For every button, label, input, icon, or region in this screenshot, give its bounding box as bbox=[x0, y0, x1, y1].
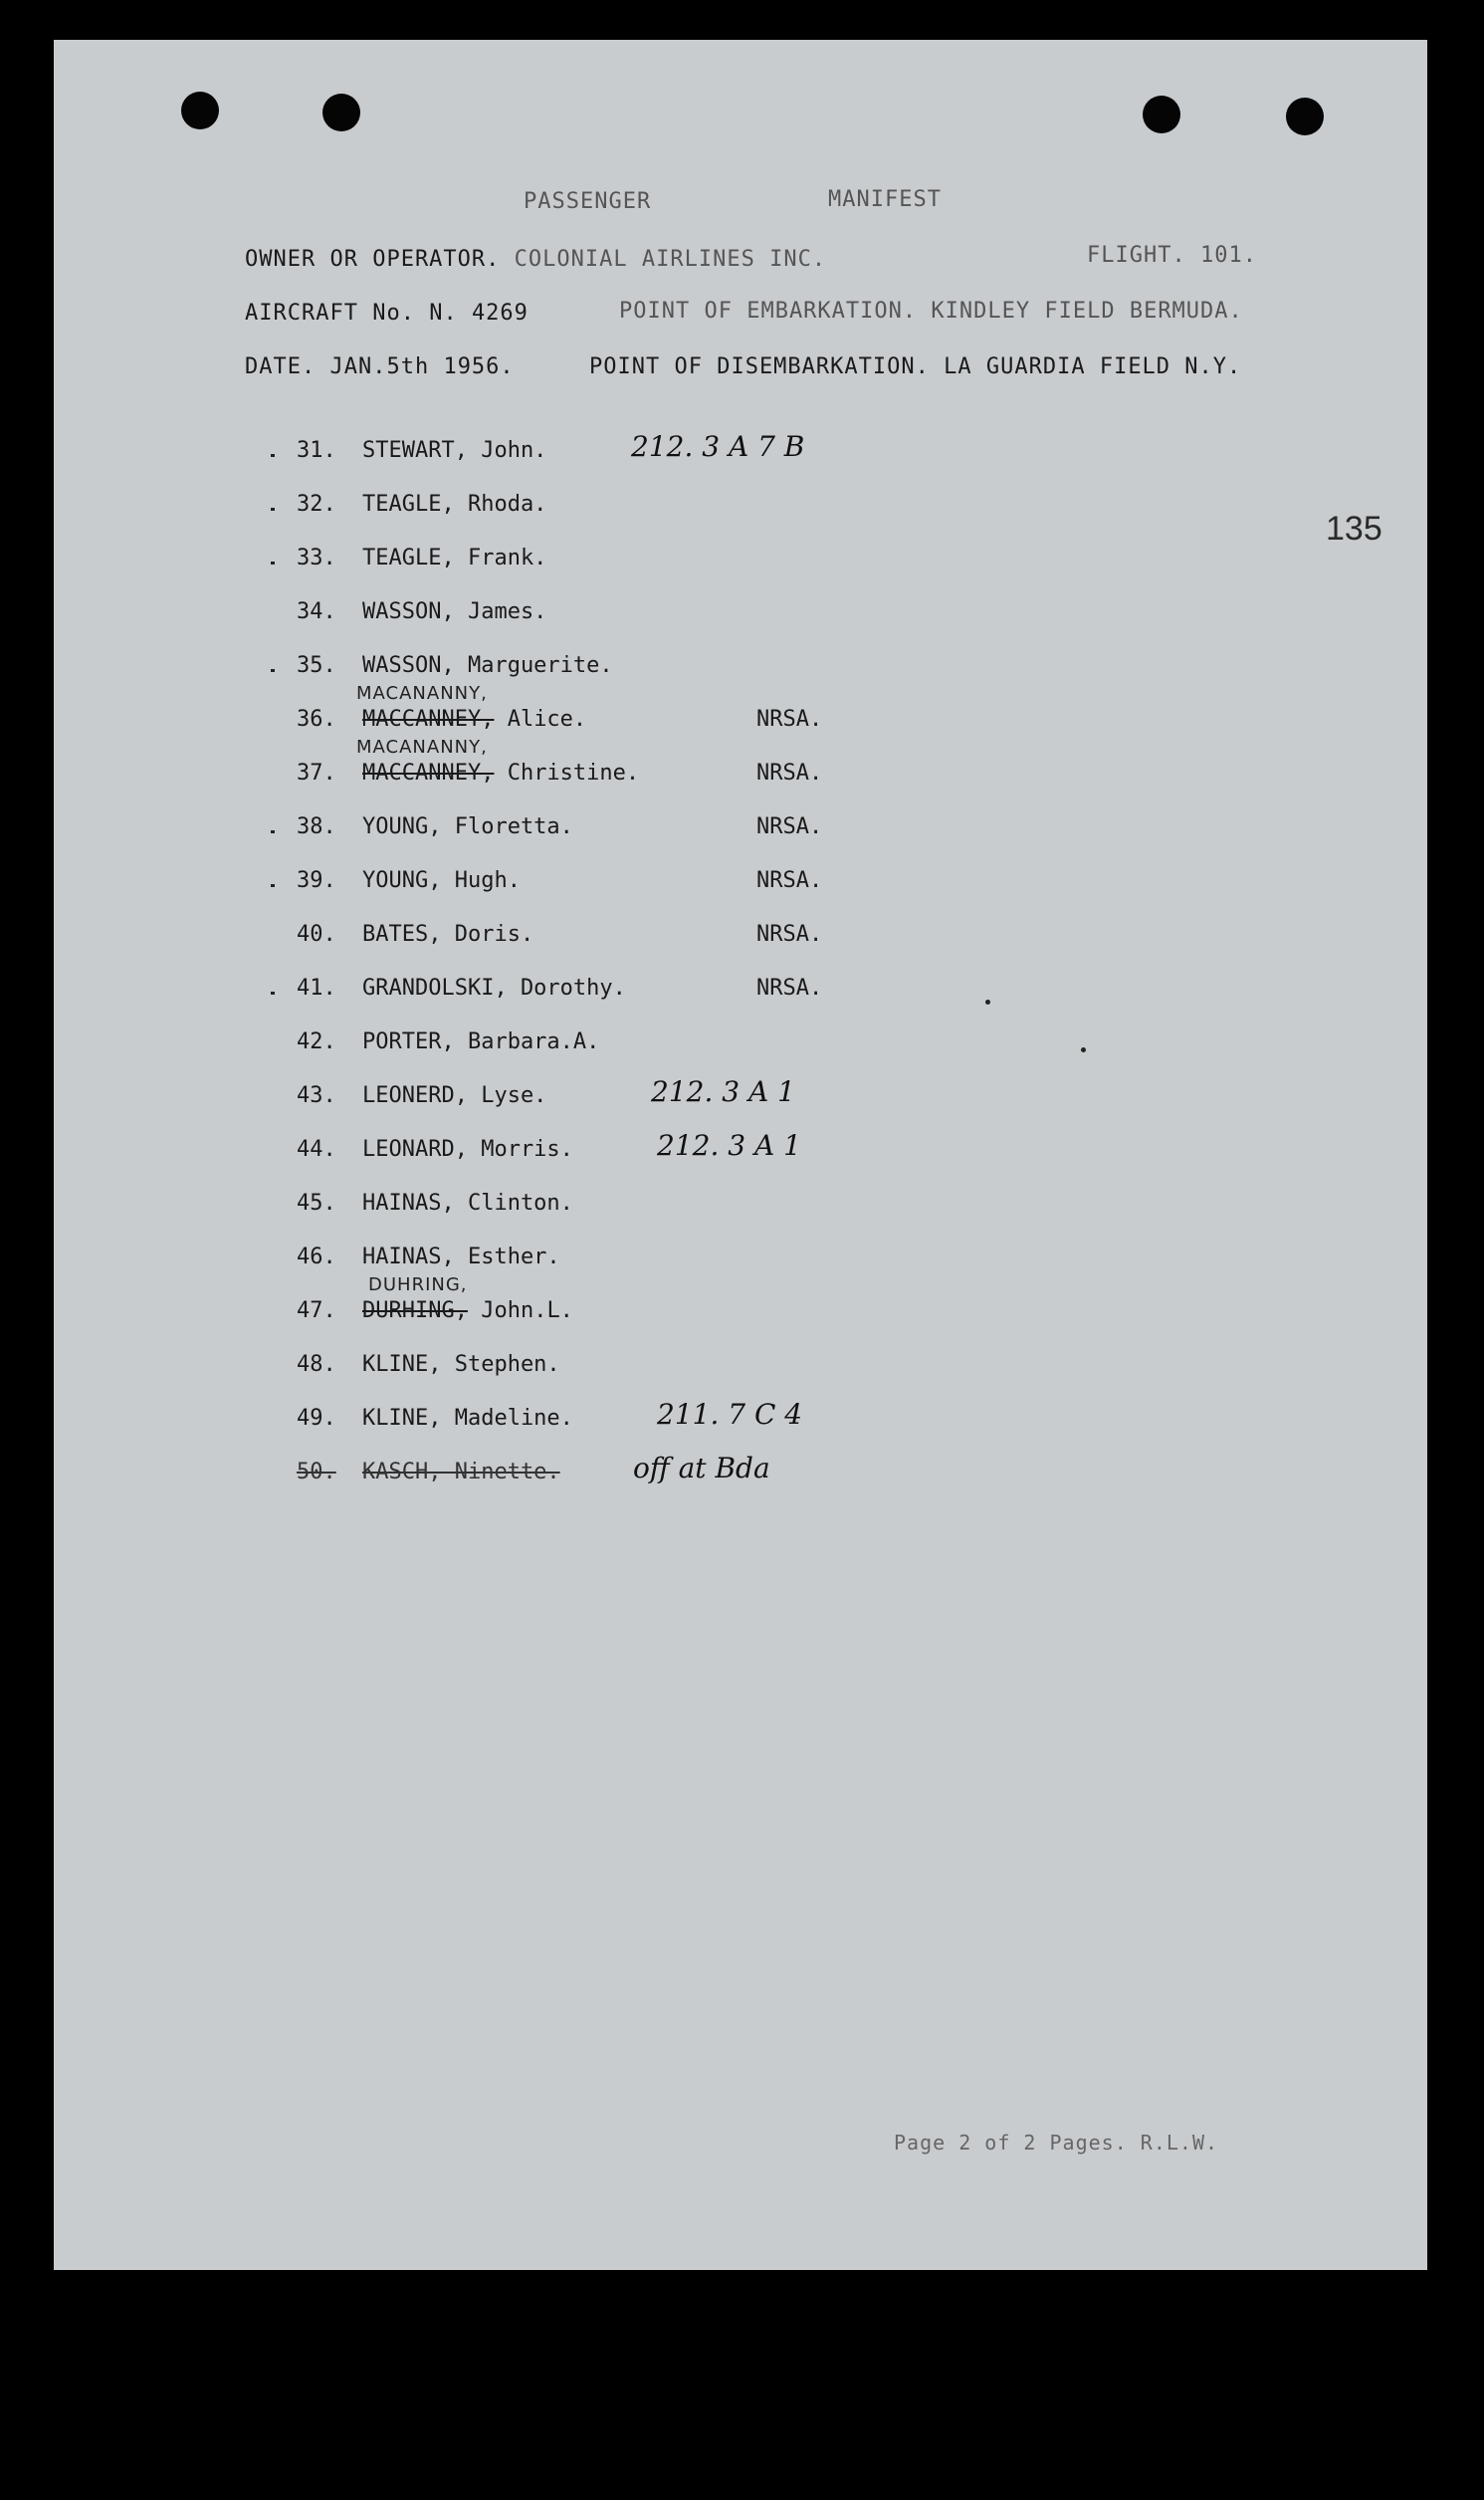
margin-tick bbox=[271, 508, 275, 511]
name-correction: MACANANNY, bbox=[356, 737, 488, 758]
margin-tick bbox=[271, 669, 275, 672]
handwritten-note: 212. 3 A 1 bbox=[657, 1129, 801, 1162]
manifest-page: PASSENGER MANIFEST OWNER OR OPERATOR. COLONIAL AIRLINES INC. FLIGHT. 101. AIRCRAFT No. N. 4269 POINT OF EMBARKATION. KINDLEY FIELD BERMUDA. DATE. JAN.5th 1956. POINT OF DISEMBARKATION. LA GUARDIA FIELD N.Y. 135 31. STEWART, John. 212. 3 A 7 B 32. TEAGLE, Rhoda. 33. TEAGLE, Frank. 34. WASSON, James. 35. WASSON, Marguerite. MACANANNY, 36. MACCANNEY, Alice. NRSA. MACANANNY, 37. MACCANNEY, Christine. NRSA. 38. YOUNG, Floretta. NRSA. 39. YOUNG, Hugh. NRSA. 40. BATES, Doris. NRSA. 41. GRANDOLSKI, Dorothy. NRSA. 42. PORTER, Barbara.A. 43. LEONERD, Lyse. 212. 3 A 1 44. LEONARD, Morris. 212. 3 A 1 45. HAINAS, Clinton. 46. HAINAS, Esther. DUHRING, 47. DURHING, John.L. 48. KLINE, Stephen. 49. KLINE, Madeline. 211. 7 C 4 50. KASCH, Ninette. off at Bda Page 2 of 2 Pages. R.L.W. bbox=[54, 40, 1427, 2270]
margin-tick bbox=[271, 992, 275, 995]
punch-hole bbox=[1286, 98, 1324, 135]
handwritten-note: 211. 7 C 4 bbox=[657, 1398, 803, 1431]
date-line bbox=[245, 354, 515, 379]
owner-line bbox=[245, 247, 826, 272]
ink-speck bbox=[1081, 1047, 1086, 1052]
date-value: JAN.5th 1956. bbox=[329, 354, 515, 379]
aircraft-label: AIRCRAFT No. bbox=[245, 301, 415, 326]
punch-hole bbox=[1143, 96, 1180, 133]
embarkation-point: POINT OF EMBARKATION. KINDLEY FIELD BERMUDA. bbox=[619, 299, 1243, 324]
handwritten-note: 212. 3 A 1 bbox=[651, 1075, 795, 1108]
aircraft-value: N. 4269 bbox=[429, 301, 529, 326]
flight-number: FLIGHT. 101. bbox=[1087, 243, 1257, 268]
margin-tick bbox=[271, 562, 275, 565]
name-correction: MACANANNY, bbox=[356, 683, 488, 704]
manifest-title-right: MANIFEST bbox=[828, 187, 942, 212]
date-label: DATE. bbox=[245, 354, 317, 379]
name-correction: DUHRING, bbox=[368, 1274, 468, 1295]
margin-tick bbox=[271, 884, 275, 887]
page-footer: Page 2 of 2 Pages. R.L.W. bbox=[894, 2131, 1219, 2155]
manifest-title-left: PASSENGER bbox=[524, 189, 652, 214]
handwritten-note: off at Bda bbox=[633, 1452, 770, 1484]
owner-value: COLONIAL AIRLINES INC. bbox=[514, 247, 827, 272]
margin-tick bbox=[271, 454, 275, 457]
disembarkation-point: POINT OF DISEMBARKATION. LA GUARDIA FIELD N.Y. bbox=[589, 354, 1242, 379]
punch-hole bbox=[322, 94, 360, 131]
ink-speck bbox=[985, 1000, 990, 1005]
aircraft-line bbox=[245, 301, 529, 326]
punch-hole bbox=[181, 92, 219, 129]
margin-tick bbox=[271, 830, 275, 833]
owner-label: OWNER OR OPERATOR. bbox=[245, 247, 501, 272]
page-number: 135 bbox=[1326, 510, 1382, 548]
handwritten-note: 212. 3 A 7 B bbox=[631, 430, 805, 463]
